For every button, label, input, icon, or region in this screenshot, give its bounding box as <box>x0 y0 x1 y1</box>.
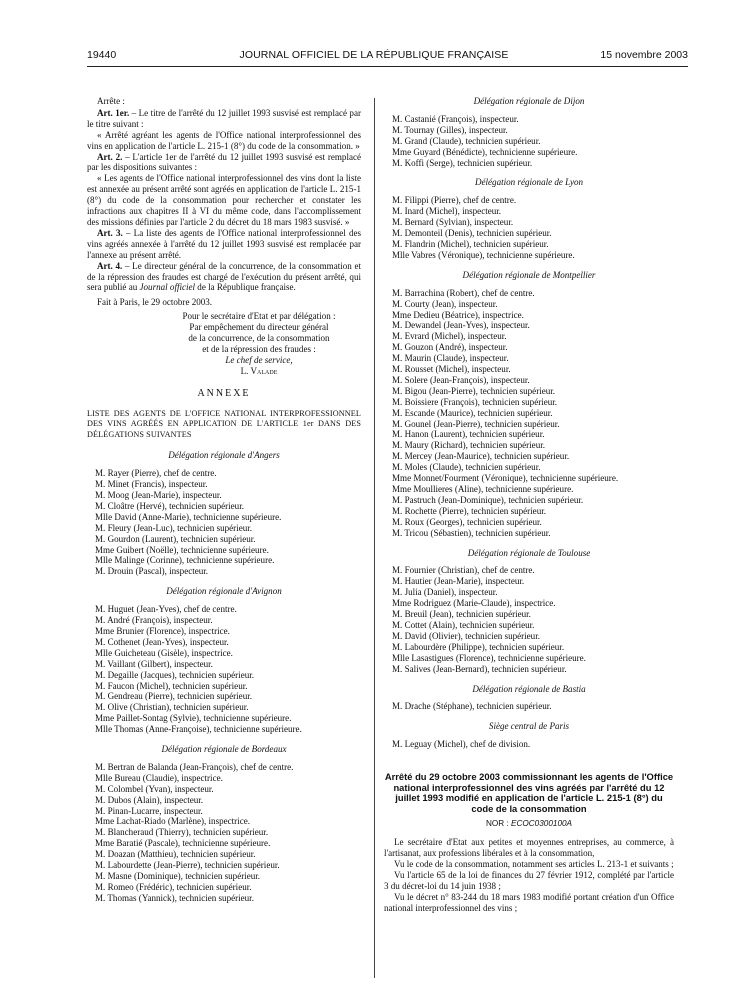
agent-entry: M. Masne (Dominique), technicien supérieur. <box>95 871 261 881</box>
right-column <box>384 96 674 914</box>
agent-list <box>95 762 361 904</box>
agent-entry: M. Moog (Jean-Marie), inspecteur. <box>95 490 222 500</box>
delegation-title: Délégation régionale de Montpellier <box>462 269 596 280</box>
delegation-section <box>384 177 674 260</box>
delegation-title: Délégation régionale de Dijon <box>473 96 585 106</box>
article-2-quote: « Les agents de l'Office national interprofessionnel des vins dont la liste est annexée au présent arrêté sont agréés en application de l'article L. 215-1 (8°) du code de la consommation pour rechercher et constater les infractions aux chapitres II à VI du même code, dans l'accomplissement des missions définies par l'article 2 du décret du 18 mars 1983 susvisé. » <box>87 173 361 227</box>
agent-entry: M. Dubos (Alain), inspecteur. <box>95 794 204 805</box>
agent-entry: M. Inard (Michel), inspecteur. <box>392 206 502 217</box>
signature-name: L. Valade <box>240 365 278 376</box>
agent-entry: M. Castanié (François), inspecteur. <box>392 113 519 124</box>
agent-entry: Mme Guibert (Noëlle), technicienne supérieure. <box>95 544 269 555</box>
agent-entry: Mlle Lasastigues (Florence), technicienne supérieure. <box>392 652 586 663</box>
agent-entry: Mme Monnet/Fourment (Véronique), technicienne supérieure. <box>392 473 619 484</box>
agent-entry: M. Courty (Jean), inspecteur. <box>392 298 498 309</box>
article-2-text: – L'article 1er de l'arrêté du 12 juillet 1993 susvisé est remplacé par les dispositions suivantes : <box>87 151 361 173</box>
agent-entry: M. Bigou (Jean-Pierre), technicien supérieur. <box>392 385 556 396</box>
agent-entry: M. Boissiere (François), technicien supérieur. <box>392 396 558 407</box>
agent-entry: Mme Brunier (Florence), inspectrice. <box>95 625 230 636</box>
article-4-journal: Journal officiel <box>139 282 196 293</box>
article-1-label: Art. 1er. <box>97 107 130 118</box>
signature-role: Le chef de service, <box>225 354 293 365</box>
agent-entry: M. Drache (Stéphane), technicien supérieur. <box>392 701 552 712</box>
agent-entry: M. Drouin (Pascal), inspecteur. <box>95 566 209 577</box>
agent-entry: M. Colombel (Yvan), inspecteur. <box>95 783 214 794</box>
arrete-label: Arrête : <box>97 96 125 106</box>
page-header <box>0 49 748 65</box>
agent-entry: M. Mercey (Jean-Maurice), technicien supérieur. <box>392 451 570 462</box>
agent-list <box>95 468 361 577</box>
preamble-paragraph: Vu le code de la consommation, notamment ses articles L. 213-1 et suivants ; <box>394 859 674 870</box>
agent-list <box>392 195 674 260</box>
nor-code: ECOC0300100A <box>511 818 573 828</box>
article-4-text-b: de la République française. <box>195 282 296 293</box>
journal-title: JOURNAL OFFICIEL DE LA RÉPUBLIQUE FRANÇAISE <box>239 49 509 61</box>
article-3-label: Art. 3. <box>97 227 123 238</box>
delegation-title: Délégation régionale d'Avignon <box>166 586 282 597</box>
agent-entry: M. Cloâtre (Hervé), technicien supérieur. <box>95 500 244 511</box>
agent-entry: M. Fleury (Jean-Luc), technicien supérieur. <box>95 522 253 533</box>
agent-entry: M. Filippi (Pierre), chef de centre. <box>392 195 517 206</box>
signature-line: de la concurrence, de la consommation <box>188 333 330 344</box>
delegation-title: Délégation régionale de Lyon <box>474 177 584 188</box>
delegation-section <box>384 548 674 675</box>
delegation-section <box>384 684 674 713</box>
column-divider <box>374 98 375 978</box>
delegation-title: Délégation régionale de Bastia <box>472 683 586 694</box>
article-4-text-a: – Le directeur général de la concurrence, de la consommation et de la répression des fraudes est chargé de l'exécution du présent arrêté, qui sera publié au <box>87 260 361 293</box>
agent-entry: M. Romeo (Frédéric), technicien supérieur. <box>95 881 252 892</box>
delegation-section <box>384 270 674 539</box>
agent-entry: M. Roux (Georges), technicien supérieur. <box>392 516 542 527</box>
agent-entry: M. Olive (Christian), technicien supérieur. <box>95 702 249 713</box>
delegation-title: Délégation régionale de Toulouse <box>467 547 591 558</box>
annexe-title: ANNEXE <box>197 387 251 399</box>
delegation-section <box>87 744 361 904</box>
delegation-section <box>87 450 361 577</box>
preamble-paragraph: Le secrétaire d'Etat aux petites et moyennes entreprises, au commerce, à l'artisanat, aux professions libérales et à la consommation, <box>384 837 674 859</box>
article-2-label: Art. 2. <box>97 151 123 162</box>
agent-entry: M. Pinan-Lucarre, inspecteur. <box>95 805 203 816</box>
agent-entry: M. Barrachina (Robert), chef de centre. <box>392 287 535 298</box>
agent-entry: Mlle Bureau (Claudie), inspectrice. <box>95 772 223 783</box>
agent-entry: M. Tournay (Gilles), inspecteur. <box>392 124 508 135</box>
signature-line: Pour le secrétaire d'Etat et par délégation : <box>182 311 336 322</box>
article-4-label: Art. 4. <box>97 260 123 271</box>
agent-entry: M. Gounel (Jean-Pierre), technicien supérieur. <box>392 418 560 429</box>
signature-line: Par empêchement du directeur général <box>189 322 329 333</box>
delegation-section <box>87 586 361 735</box>
article-1-text: – Le titre de l'arrêté du 12 juillet 1993 susvisé est remplacé par le titre suivant : <box>87 107 361 129</box>
delegation-title: Délégation régionale de Bordeaux <box>161 744 287 755</box>
article-4 <box>87 261 361 294</box>
agent-entry: M. Fournier (Christian), chef de centre. <box>392 565 535 576</box>
agent-entry: M. Dewandel (Jean-Yves), inspecteur. <box>392 320 530 331</box>
delegation-title: Siège central de Paris <box>488 721 570 732</box>
agent-entry: M. Maurin (Claude), inspecteur. <box>392 353 509 364</box>
agent-entry: M. Evrard (Michel), inspecteur. <box>392 331 507 342</box>
agent-entry: Mme Moullieres (Aline), technicienne supérieure. <box>392 484 574 494</box>
agent-entry: M. Solere (Jean-François), inspecteur. <box>392 374 530 385</box>
agent-list <box>392 288 674 539</box>
agent-entry: M. Grand (Claude), technicien supérieur. <box>392 135 541 146</box>
agent-entry: M. Hanon (Laurent), technicien supérieur. <box>392 429 545 440</box>
agent-entry: M. Huguet (Jean-Yves), chef de centre. <box>95 604 237 615</box>
agent-list <box>392 565 674 674</box>
delegation-section <box>384 721 674 750</box>
agent-entry: M. Bernard (Sylvian), inspecteur. <box>392 217 514 228</box>
fait-a-paris: Fait à Paris, le 29 octobre 2003. <box>97 297 213 308</box>
agent-entry: M. Vaillant (Gilbert), inspecteur. <box>95 658 213 669</box>
agent-entry: M. Breuil (Jean), technicien supérieur. <box>392 609 531 620</box>
agent-entry: M. Cothenet (Jean-Yves), inspecteur. <box>95 636 229 647</box>
delegation-section <box>384 96 674 168</box>
agent-entry: M. Faucon (Michel), technicien supérieur. <box>95 680 248 691</box>
agent-entry: Mme Dedieu (Béatrice), inspectrice. <box>392 309 524 320</box>
agent-entry: M. Minet (Francis), inspecteur. <box>95 479 208 490</box>
agent-entry: M. André (François), inspecteur. <box>95 615 213 626</box>
nor-label: NOR : <box>485 818 512 828</box>
right-delegations <box>384 96 674 750</box>
agent-entry: M. Flandrin (Michel), technicien supérieur. <box>392 238 549 249</box>
page-number: 19440 <box>87 49 117 61</box>
agent-entry: M. Julia (Daniel), inspecteur. <box>392 587 498 598</box>
publication-date: 15 novembre 2003 <box>600 49 688 61</box>
agent-entry: M. Rousset (Michel), inspecteur. <box>392 364 511 375</box>
signature-block <box>157 311 361 376</box>
agent-entry: M. Rayer (Pierre), chef de centre. <box>95 468 217 479</box>
agent-list <box>95 604 361 735</box>
annexe-subtitle: LISTE DES AGENTS DE L'OFFICE NATIONAL INTERPROFESSIONNEL DES VINS AGRÉÉS EN APPLICATION DE L'ARTICLE 1er DANS DES DÉLÉGATIONS SUIVANTES <box>87 408 361 440</box>
agent-entry: Mme Lachat-Riado (Marlène), inspectrice. <box>95 816 250 827</box>
agent-entry: M. Demonteil (Denis), technicien supérieur. <box>392 228 552 239</box>
agent-entry: Mlle Guicheteau (Gisèle), inspectrice. <box>95 647 233 658</box>
article-1 <box>87 108 361 130</box>
article-1-quote: « Arrêté agréant les agents de l'Office national interprofessionnel des vins en application de l'article L. 215-1 (8°) du code de la consommation. » <box>87 129 361 151</box>
article-3 <box>87 228 361 261</box>
agent-entry: M. Maury (Richard), technicien supérieur. <box>392 440 545 451</box>
agent-entry: M. Doazan (Matthieu), technicien supérieur. <box>95 849 256 860</box>
agent-entry: M. Labourdère (Philippe), technicien supérieur. <box>392 641 565 652</box>
agent-entry: M. Leguay (Michel), chef de division. <box>392 739 531 750</box>
agent-entry: M. Rochette (Pierre), technicien supérieur. <box>392 505 546 516</box>
agent-entry: M. Degaille (Jacques), technicien supérieur. <box>95 669 255 680</box>
agent-entry: M. Labourdette (Jean-Pierre), technicien supérieur. <box>95 860 280 871</box>
agent-entry: Mlle Thomas (Anne-Françoise), technicienne supérieure. <box>95 724 302 735</box>
agent-entry: Mme Rodriguez (Marie-Claude), inspectrice. <box>392 598 556 609</box>
agent-list <box>392 701 674 712</box>
agent-entry: M. Tricou (Sébastien), technicien supérieur. <box>392 527 551 538</box>
left-delegations <box>87 450 361 903</box>
agent-entry: Mlle Malinge (Corinne), technicienne supérieure. <box>95 555 275 566</box>
signature-line: et de la répression des fraudes : <box>202 343 316 354</box>
preamble-paragraph: Vu l'article 65 de la loi de finances du 27 février 1912, complété par l'article 3 du décret-loi du 14 juin 1938 ; <box>384 870 674 892</box>
left-column <box>87 96 361 904</box>
agent-entry: M. Salives (Jean-Bernard), technicien supérieur. <box>392 663 567 674</box>
agent-entry: M. Cottet (Alain), technicien supérieur. <box>392 619 535 630</box>
article-3-text: – La liste des agents de l'Office national interprofessionnel des vins agréés annexée à l'arrêté du 12 juillet 1993 susvisé est remplacée par l'annexe au présent arrêté. <box>87 227 362 260</box>
agent-entry: M. Blancheraud (Thierry), technicien supérieur. <box>95 827 269 838</box>
agent-entry: Mme Baratié (Pascale), technicienne supérieure. <box>95 838 271 849</box>
agent-entry: M. Pastruch (Jean-Dominique), technicien supérieur. <box>392 494 584 505</box>
agent-list <box>392 739 674 750</box>
agent-entry: M. Gendreau (Pierre), technicien supérieur. <box>95 691 252 702</box>
agent-entry: M. Hautier (Jean-Marie), inspecteur. <box>392 576 525 587</box>
agent-entry: Mlle David (Anne-Marie), technicienne supérieure. <box>95 511 282 522</box>
agent-entry: M. Thomas (Yannick), technicien supérieur. <box>95 892 254 903</box>
preamble-paragraph: Vu le décret n° 83-244 du 18 mars 1983 modifié portant création d'un Office national interprofessionnel des vins ; <box>384 891 674 913</box>
nor-reference <box>384 819 674 830</box>
agent-entry: M. Koffi (Serge), technicien supérieur. <box>392 157 533 168</box>
agent-entry: Mlle Vabres (Véronique), technicienne supérieure. <box>392 249 575 260</box>
agent-entry: M. Gourdon (Laurent), technicien supérieur. <box>95 533 256 544</box>
header-rule <box>87 66 688 67</box>
arrete-title: Arrêté du 29 octobre 2003 commissionnant les agents de l'Office national interprofessionnel des vins agréés par l'arrêté du 12 juillet 1993 modifié en application de l'article L. 215-1 (8°) du code de la consommation <box>384 771 674 814</box>
agent-entry: M. Moles (Claude), technicien supérieur. <box>392 462 541 473</box>
agent-entry: M. Escande (Maurice), technicien supérieur. <box>392 407 553 418</box>
agent-entry: Mme Guyard (Bénédicte), technicienne supérieure. <box>392 146 578 157</box>
agent-list <box>392 114 674 169</box>
delegation-title: Délégation régionale d'Angers <box>168 450 280 461</box>
agent-entry: M. Gouzon (André), inspecteur. <box>392 342 508 353</box>
agent-entry: M. Bertran de Balanda (Jean-François), chef de centre. <box>95 761 294 772</box>
article-2 <box>87 152 361 174</box>
agent-entry: M. David (Olivier), technicien supérieur. <box>392 630 540 641</box>
agent-entry: Mme Paillet-Sontag (Sylvie), technicienne supérieure. <box>95 713 292 724</box>
